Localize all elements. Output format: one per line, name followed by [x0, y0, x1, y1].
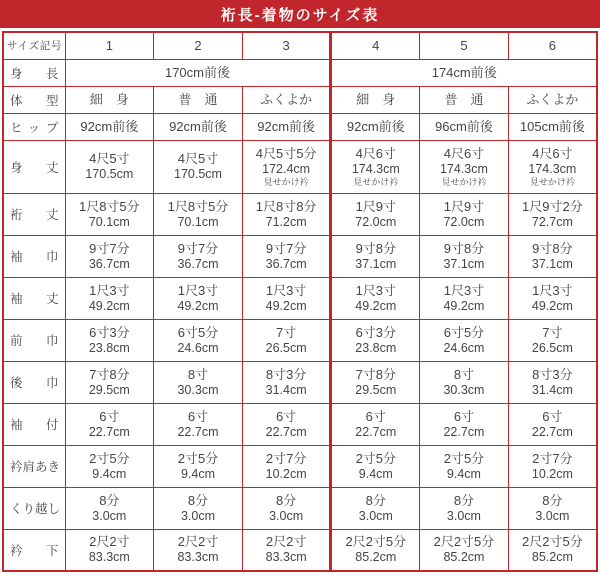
measure-value: 2尺2寸5分 — [345, 534, 407, 550]
value-cell — [65, 140, 154, 193]
cm-value: 3.0cm — [535, 508, 570, 523]
cm-value: 26.5cm — [531, 340, 573, 355]
measure-value: 170cm前後 — [164, 64, 230, 80]
value-cell — [420, 140, 509, 193]
value-cell — [508, 319, 597, 361]
table-row — [3, 193, 597, 235]
value-cell — [65, 59, 331, 86]
value-cell — [242, 193, 331, 235]
value-cell — [331, 59, 597, 86]
value-cell — [420, 529, 509, 571]
cm-value: 174.3cm — [351, 161, 400, 176]
value-cell — [420, 403, 509, 445]
measure-value: 4尺5寸 — [177, 151, 219, 166]
measure-value: 2 — [194, 37, 202, 53]
value-cell — [154, 445, 243, 487]
value-cell — [331, 32, 420, 59]
measure-value: 1尺8寸5分 — [167, 198, 229, 214]
page-title: 裄長-着物のサイズ表 — [220, 6, 380, 24]
value-cell — [508, 193, 597, 235]
row-label: 後巾 — [3, 361, 65, 403]
value-cell — [420, 361, 509, 403]
measure-value: 4尺6寸 — [532, 145, 573, 161]
cm-value: 10.2cm — [531, 466, 573, 481]
value-cell — [508, 113, 597, 140]
row-label: 裄丈 — [3, 193, 65, 235]
value-cell — [508, 277, 597, 319]
value-cell — [154, 361, 243, 403]
value-cell — [331, 277, 420, 319]
row-label: 袖付 — [3, 403, 65, 445]
measure-value: 2寸5分 — [443, 450, 485, 466]
measure-value: 1尺8寸5分 — [78, 198, 140, 214]
value-cell — [154, 113, 243, 140]
cm-value: 10.2cm — [265, 466, 307, 481]
cm-value: 49.2cm — [355, 298, 397, 313]
value-cell — [65, 361, 154, 403]
row-label: 衿肩あき — [3, 445, 65, 487]
value-cell — [154, 86, 243, 113]
cm-value: 172.4cm — [262, 161, 311, 176]
row-label: ヒップ — [3, 113, 65, 140]
cm-value: 22.7cm — [177, 424, 219, 439]
value-cell — [154, 140, 243, 193]
table-row — [3, 487, 597, 529]
cm-value: 37.1cm — [443, 256, 485, 271]
value-cell — [242, 235, 331, 277]
cm-value: 174.3cm — [439, 161, 488, 176]
cm-value: 85.2cm — [443, 550, 485, 565]
value-cell — [331, 319, 420, 361]
cm-value: 70.1cm — [88, 214, 130, 229]
row-label: 袖巾 — [3, 235, 65, 277]
cm-value: 9.4cm — [180, 466, 215, 481]
measure-value: 1尺3寸 — [89, 282, 130, 298]
measure-value: 8分 — [99, 492, 120, 508]
cm-value: 85.2cm — [355, 550, 397, 565]
value-cell — [420, 32, 509, 59]
cm-value: 9.4cm — [92, 466, 127, 481]
table-row — [3, 32, 597, 59]
cm-value: 72.7cm — [531, 214, 573, 229]
cm-value: 3.0cm — [180, 508, 215, 523]
cm-value: 3.0cm — [92, 508, 127, 523]
value-cell — [65, 487, 154, 529]
cm-value: 29.5cm — [355, 382, 397, 397]
measure-value: 8分 — [365, 492, 386, 508]
measure-value: 8分 — [542, 492, 563, 508]
value-cell — [65, 235, 154, 277]
value-cell — [65, 193, 154, 235]
cm-value: 70.1cm — [177, 214, 219, 229]
table-row — [3, 403, 597, 445]
measure-value: 92cm前後 — [346, 118, 405, 134]
cm-value: 37.1cm — [355, 256, 397, 271]
value-cell — [420, 193, 509, 235]
measure-value: 7寸 — [542, 324, 563, 340]
table-row — [3, 361, 597, 403]
cm-value: 83.3cm — [265, 550, 307, 565]
value-cell — [242, 113, 331, 140]
measure-value: 174cm前後 — [431, 64, 497, 80]
measure-value: 6寸5分 — [177, 324, 219, 340]
cm-value: 49.2cm — [177, 298, 219, 313]
measure-value: 105cm前後 — [519, 118, 585, 134]
cm-value: 3.0cm — [269, 508, 304, 523]
cm-value: 49.2cm — [531, 298, 573, 313]
measure-value: 1尺8寸8分 — [255, 198, 317, 214]
value-cell — [154, 403, 243, 445]
value-cell — [331, 193, 420, 235]
measure-value: 2寸5分 — [89, 450, 130, 466]
row-label: 袖丈 — [3, 277, 65, 319]
value-cell — [242, 487, 331, 529]
value-cell — [242, 361, 331, 403]
cm-value: 49.2cm — [265, 298, 307, 313]
measure-value: 7寸8分 — [355, 366, 397, 382]
value-cell — [331, 113, 420, 140]
measure-value: 1尺9寸2分 — [522, 198, 583, 214]
value-cell — [154, 529, 243, 571]
row-label: サイズ記号 — [3, 32, 65, 59]
measure-value: 9寸7分 — [265, 240, 307, 256]
value-cell — [420, 319, 509, 361]
cm-value: 31.4cm — [531, 382, 573, 397]
row-label: くり越し — [3, 487, 65, 529]
measure-value: 2尺2寸 — [177, 534, 219, 550]
measure-value: 6寸 — [542, 408, 563, 424]
cm-value: 83.3cm — [88, 550, 130, 565]
measure-value: 普 通 — [444, 91, 484, 107]
measure-value: 5 — [460, 37, 468, 53]
measure-value: 1尺3寸 — [443, 282, 485, 298]
cm-value: 49.2cm — [443, 298, 485, 313]
measure-value: 9寸7分 — [177, 240, 219, 256]
measure-value: ふくよか — [526, 91, 579, 107]
value-cell — [331, 403, 420, 445]
cm-value: 83.3cm — [177, 550, 219, 565]
cm-value: 85.2cm — [531, 550, 573, 565]
cm-value: 3.0cm — [358, 508, 393, 523]
value-cell — [508, 32, 597, 59]
note-text: 見せかけ衿 — [441, 176, 487, 187]
value-cell — [508, 403, 597, 445]
note-text: 見せかけ衿 — [529, 176, 575, 187]
measure-value: 6寸 — [187, 408, 209, 424]
cm-value: 22.7cm — [265, 424, 307, 439]
measure-value: 8寸 — [187, 366, 209, 382]
row-label: 前巾 — [3, 319, 65, 361]
size-table — [2, 31, 598, 572]
value-cell — [65, 277, 154, 319]
value-cell — [65, 319, 154, 361]
measure-value: 92cm前後 — [80, 118, 139, 134]
cm-value: 26.5cm — [265, 340, 307, 355]
table-row — [3, 277, 597, 319]
cm-value: 30.3cm — [177, 382, 219, 397]
cm-value: 9.4cm — [358, 466, 393, 481]
measure-value: 8寸3分 — [532, 366, 573, 382]
value-cell — [65, 32, 154, 59]
measure-value: 6寸3分 — [355, 324, 397, 340]
measure-value: 1尺3寸 — [265, 282, 307, 298]
value-cell — [420, 487, 509, 529]
size-table-body — [3, 32, 597, 571]
cm-value: 30.3cm — [443, 382, 485, 397]
value-cell — [65, 403, 154, 445]
row-label: 衿下 — [3, 529, 65, 571]
measure-value: 96cm前後 — [435, 118, 493, 134]
measure-value: 9寸7分 — [89, 240, 130, 256]
measure-value: 4尺5寸5分 — [255, 145, 317, 161]
value-cell — [508, 361, 597, 403]
measure-value: 4尺6寸 — [443, 145, 485, 161]
value-cell — [242, 319, 331, 361]
value-cell — [242, 32, 331, 59]
cm-value: 170.5cm — [174, 167, 222, 181]
cm-value: 49.2cm — [88, 298, 130, 313]
row-label: 体型 — [3, 86, 65, 113]
value-cell — [420, 277, 509, 319]
measure-value: 92cm前後 — [169, 118, 227, 134]
cm-value: 22.7cm — [443, 424, 485, 439]
table-row — [3, 445, 597, 487]
measure-value: 8寸3分 — [265, 366, 307, 382]
cm-value: 3.0cm — [446, 508, 481, 523]
title-bar — [0, 0, 600, 28]
measure-value: 9寸8分 — [443, 240, 485, 256]
value-cell — [65, 113, 154, 140]
cm-value: 9.4cm — [446, 466, 481, 481]
row-label: 身長 — [3, 59, 65, 86]
table-row — [3, 59, 597, 86]
measure-value: 4尺6寸 — [355, 145, 397, 161]
measure-value: 7寸8分 — [89, 366, 130, 382]
table-row — [3, 140, 597, 193]
table-row — [3, 86, 597, 113]
value-cell — [420, 113, 509, 140]
cm-value: 29.5cm — [88, 382, 130, 397]
measure-value: 2尺2寸5分 — [522, 534, 583, 550]
cm-value: 23.8cm — [355, 340, 397, 355]
measure-value: 1尺9寸 — [355, 198, 397, 214]
measure-value: 2寸7分 — [265, 450, 307, 466]
cm-value: 72.0cm — [443, 214, 485, 229]
value-cell — [420, 86, 509, 113]
table-row — [3, 319, 597, 361]
measure-value: 1尺3寸 — [532, 282, 573, 298]
value-cell — [508, 487, 597, 529]
value-cell — [154, 32, 243, 59]
cm-value: 174.3cm — [528, 161, 577, 176]
cm-value: 22.7cm — [355, 424, 397, 439]
cm-value: 31.4cm — [265, 382, 307, 397]
value-cell — [242, 86, 331, 113]
value-cell — [331, 529, 420, 571]
value-cell — [154, 277, 243, 319]
cm-value: 71.2cm — [265, 214, 307, 229]
value-cell — [154, 487, 243, 529]
note-text: 見せかけ衿 — [353, 176, 399, 187]
measure-value: 8分 — [453, 492, 475, 508]
row-label: 身丈 — [3, 140, 65, 193]
value-cell — [331, 361, 420, 403]
measure-value: 6寸3分 — [89, 324, 130, 340]
value-cell — [242, 403, 331, 445]
value-cell — [508, 235, 597, 277]
measure-value: 2寸5分 — [355, 450, 397, 466]
cm-value: 36.7cm — [88, 256, 130, 271]
measure-value: 2寸5分 — [177, 450, 219, 466]
value-cell — [331, 86, 420, 113]
value-cell — [65, 86, 154, 113]
note-text: 見せかけ衿 — [263, 176, 309, 187]
measure-value: 2寸7分 — [532, 450, 573, 466]
value-cell — [508, 529, 597, 571]
measure-value: 2尺2寸 — [265, 534, 307, 550]
value-cell — [331, 445, 420, 487]
cm-value: 36.7cm — [265, 256, 307, 271]
cm-value: 23.8cm — [88, 340, 130, 355]
value-cell — [242, 277, 331, 319]
value-cell — [508, 445, 597, 487]
measure-value: ふくよか — [260, 91, 313, 107]
cm-value: 24.6cm — [443, 340, 485, 355]
value-cell — [154, 193, 243, 235]
value-cell — [420, 445, 509, 487]
measure-value: 細 身 — [356, 91, 396, 107]
value-cell — [154, 235, 243, 277]
measure-value: 1尺3寸 — [355, 282, 397, 298]
measure-value: 6寸 — [365, 408, 386, 424]
measure-value: 8寸 — [453, 366, 475, 382]
cm-value: 36.7cm — [177, 256, 219, 271]
value-cell — [242, 529, 331, 571]
value-cell — [242, 140, 331, 193]
measure-value: 3 — [282, 37, 290, 53]
table-row — [3, 529, 597, 571]
value-cell — [65, 529, 154, 571]
value-cell — [154, 319, 243, 361]
measure-value: 1尺3寸 — [177, 282, 219, 298]
value-cell — [420, 235, 509, 277]
measure-value: 6寸 — [453, 408, 475, 424]
cm-value: 170.5cm — [85, 167, 134, 181]
measure-value: 1 — [105, 37, 113, 53]
measure-value: 4尺5寸 — [89, 151, 130, 166]
cm-value: 72.0cm — [355, 214, 397, 229]
cm-value: 24.6cm — [177, 340, 219, 355]
measure-value: 1尺9寸 — [443, 198, 485, 214]
measure-value: 8分 — [187, 492, 209, 508]
measure-value: 8分 — [276, 492, 297, 508]
cm-value: 37.1cm — [531, 256, 573, 271]
table-row — [3, 235, 597, 277]
measure-value: 6寸 — [276, 408, 297, 424]
measure-value: 6 — [548, 37, 556, 53]
measure-value: 2尺2寸 — [89, 534, 130, 550]
measure-value: 普 通 — [178, 91, 218, 107]
measure-value: 7寸 — [276, 324, 297, 340]
measure-value: 細 身 — [89, 91, 129, 107]
cm-value: 22.7cm — [531, 424, 573, 439]
value-cell — [331, 487, 420, 529]
measure-value: 6寸5分 — [443, 324, 485, 340]
cm-value: 22.7cm — [88, 424, 130, 439]
value-cell — [331, 140, 420, 193]
measure-value: 92cm前後 — [257, 118, 316, 134]
measure-value: 9寸8分 — [532, 240, 573, 256]
measure-value: 9寸8分 — [355, 240, 397, 256]
value-cell — [331, 235, 420, 277]
measure-value: 6寸 — [99, 408, 120, 424]
value-cell — [508, 86, 597, 113]
value-cell — [65, 445, 154, 487]
measure-value: 2尺2寸5分 — [433, 534, 495, 550]
value-cell — [242, 445, 331, 487]
table-row — [3, 113, 597, 140]
value-cell — [508, 140, 597, 193]
measure-value: 4 — [372, 37, 380, 53]
